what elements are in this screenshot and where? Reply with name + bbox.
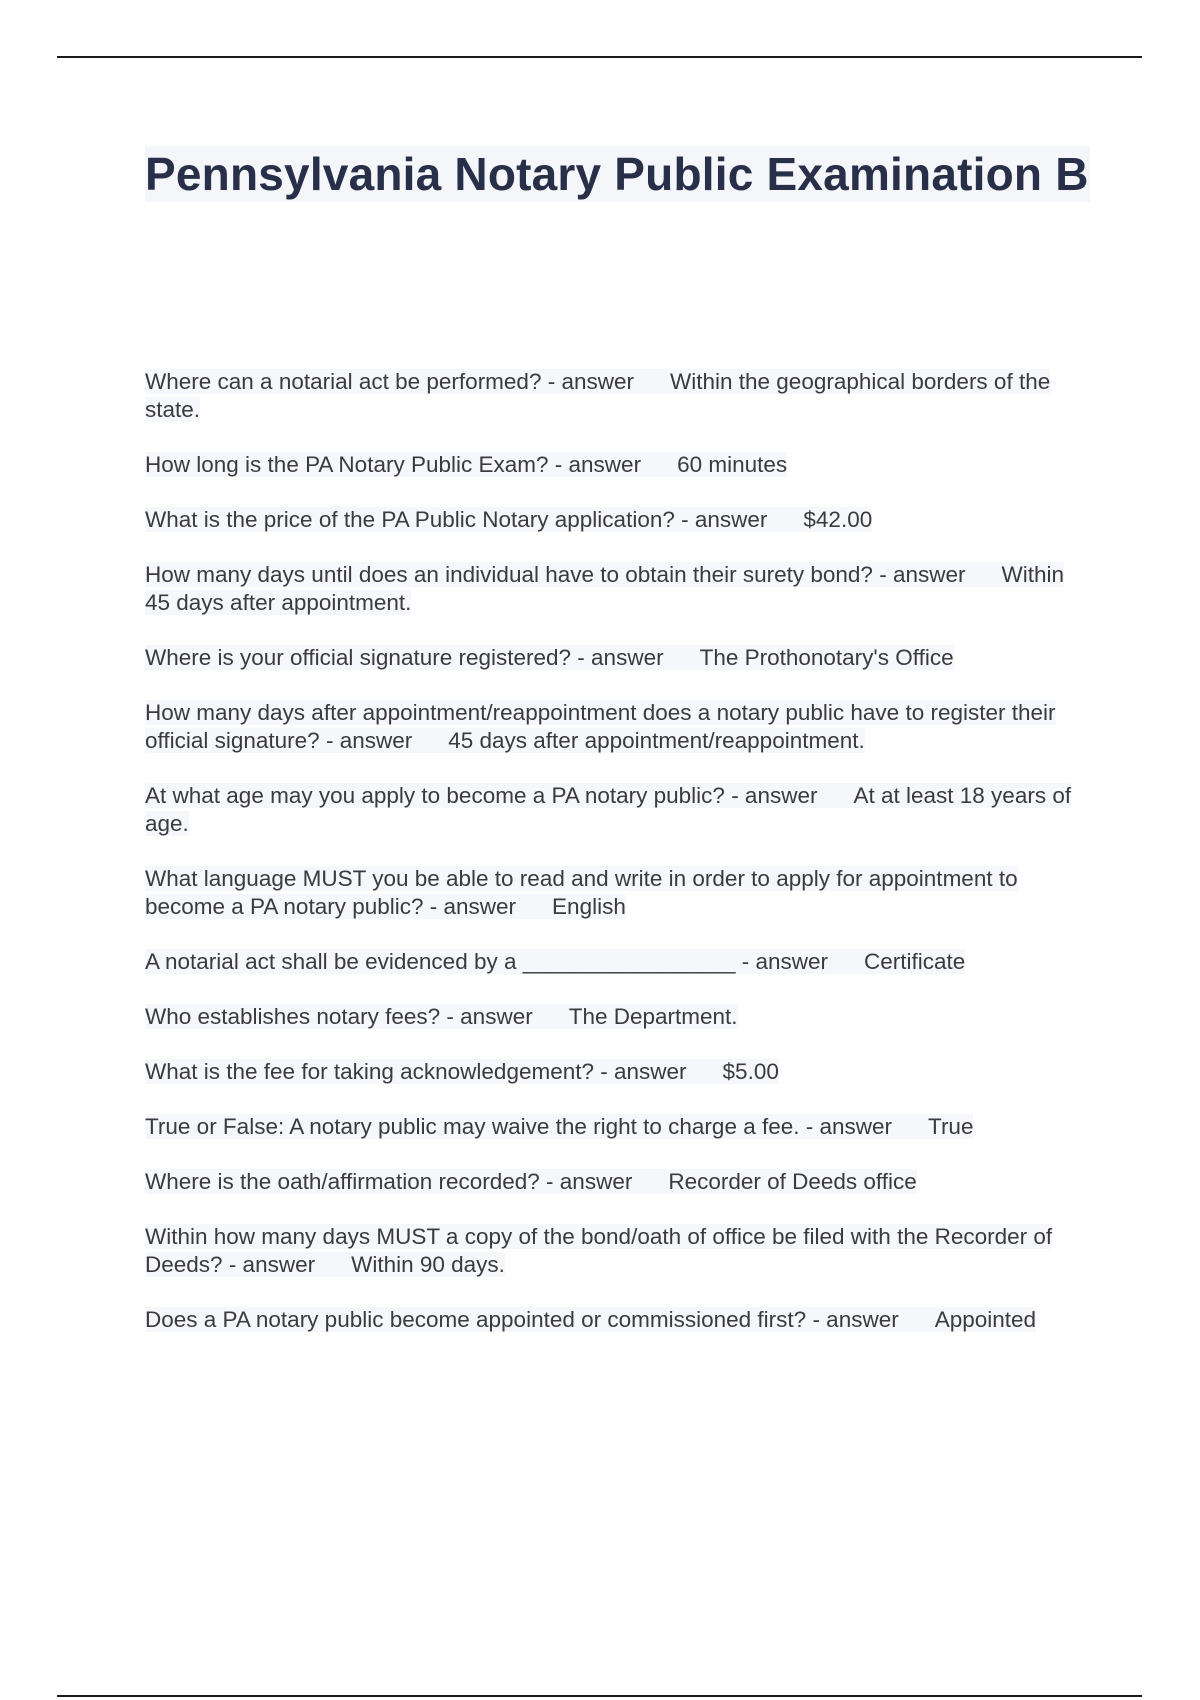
bottom-divider — [57, 1695, 1142, 1697]
question-text: At what age may you apply to become a PA notary public? — [145, 783, 725, 808]
answer-text: The Prothonotary's Office — [699, 645, 954, 670]
top-divider — [57, 56, 1142, 58]
answer-label: - answer — [319, 728, 413, 753]
answer-label: - answer — [222, 1252, 316, 1277]
question-text: Where can a notarial act be performed? — [145, 369, 542, 394]
qa-item — [145, 1003, 1095, 1031]
answer-text: $5.00 — [722, 1059, 779, 1084]
question-text: A notarial act shall be evidenced by a _________________ — [145, 949, 736, 974]
question-text: What is the price of the PA Public Notary application? — [145, 507, 675, 532]
answer-text: Within 90 days. — [351, 1252, 505, 1277]
question-text: Where is your official signature registered? — [145, 645, 572, 670]
answer-label: - answer — [440, 1004, 533, 1029]
answer-label: - answer — [735, 949, 829, 974]
answer-text: 60 minutes — [677, 452, 788, 477]
qa-item — [145, 1168, 1095, 1196]
question-text: Where is the oath/affirmation recorded? — [145, 1169, 540, 1194]
answer-label: - answer — [548, 452, 642, 477]
answer-text: True — [928, 1114, 974, 1139]
answer-text: $42.00 — [803, 507, 873, 532]
question-text: How many days after appointment/reappointment does a notary public have to register their official signature? — [145, 700, 1056, 753]
qa-item — [145, 699, 1095, 755]
answer-label: - answer — [674, 507, 768, 532]
question-text: Does a PA notary public become appointed or commissioned first? — [145, 1307, 807, 1332]
answer-text: Within the geographical borders of the state. — [145, 369, 1051, 422]
answer-label: - answer — [423, 894, 517, 919]
answer-label: - answer — [724, 783, 818, 808]
answer-label: - answer — [541, 369, 634, 394]
qa-list — [145, 368, 1095, 1361]
qa-item — [145, 1306, 1095, 1334]
question-text: True or False: A notary public may waive the right to charge a fee. — [145, 1114, 800, 1139]
answer-label: - answer — [872, 562, 966, 587]
answer-label: - answer — [571, 645, 664, 670]
answer-label: - answer — [539, 1169, 633, 1194]
answer-label: - answer — [594, 1059, 687, 1084]
question-text: Who establishes notary fees? — [145, 1004, 441, 1029]
qa-item — [145, 1113, 1095, 1141]
answer-text: Within 45 days after appointment. — [145, 562, 1064, 615]
answer-text: Recorder of Deeds office — [668, 1169, 917, 1194]
question-text: How many days until does an individual have to obtain their surety bond? — [145, 562, 873, 587]
answer-text: At at least 18 years of age. — [145, 783, 1072, 836]
answer-text: 45 days after appointment/reappointment. — [448, 728, 865, 753]
qa-item — [145, 1223, 1095, 1279]
answer-text: Certificate — [864, 949, 966, 974]
qa-item — [145, 782, 1095, 838]
qa-item — [145, 506, 1095, 534]
qa-item — [145, 948, 1095, 976]
qa-item — [145, 644, 1095, 672]
question-text: How long is the PA Notary Public Exam? — [145, 452, 549, 477]
qa-item — [145, 368, 1095, 424]
qa-item — [145, 561, 1095, 617]
question-text: What is the fee for taking acknowledgement? — [145, 1059, 595, 1084]
document-title: Pennsylvania Notary Public Examination B — [145, 148, 1089, 200]
qa-item — [145, 451, 1095, 479]
answer-text: The Department. — [568, 1004, 738, 1029]
answer-text: Appointed — [934, 1307, 1037, 1332]
qa-item — [145, 1058, 1095, 1086]
answer-text: English — [552, 894, 626, 919]
qa-item — [145, 865, 1095, 921]
question-text: What language MUST you be able to read and write in order to apply for appointment to become a PA notary public? — [145, 866, 1018, 919]
question-text: Within how many days MUST a copy of the bond/oath of office be filed with the Recorder of Deeds? — [145, 1224, 1053, 1277]
answer-label: - answer — [806, 1307, 899, 1332]
answer-label: - answer — [799, 1114, 893, 1139]
